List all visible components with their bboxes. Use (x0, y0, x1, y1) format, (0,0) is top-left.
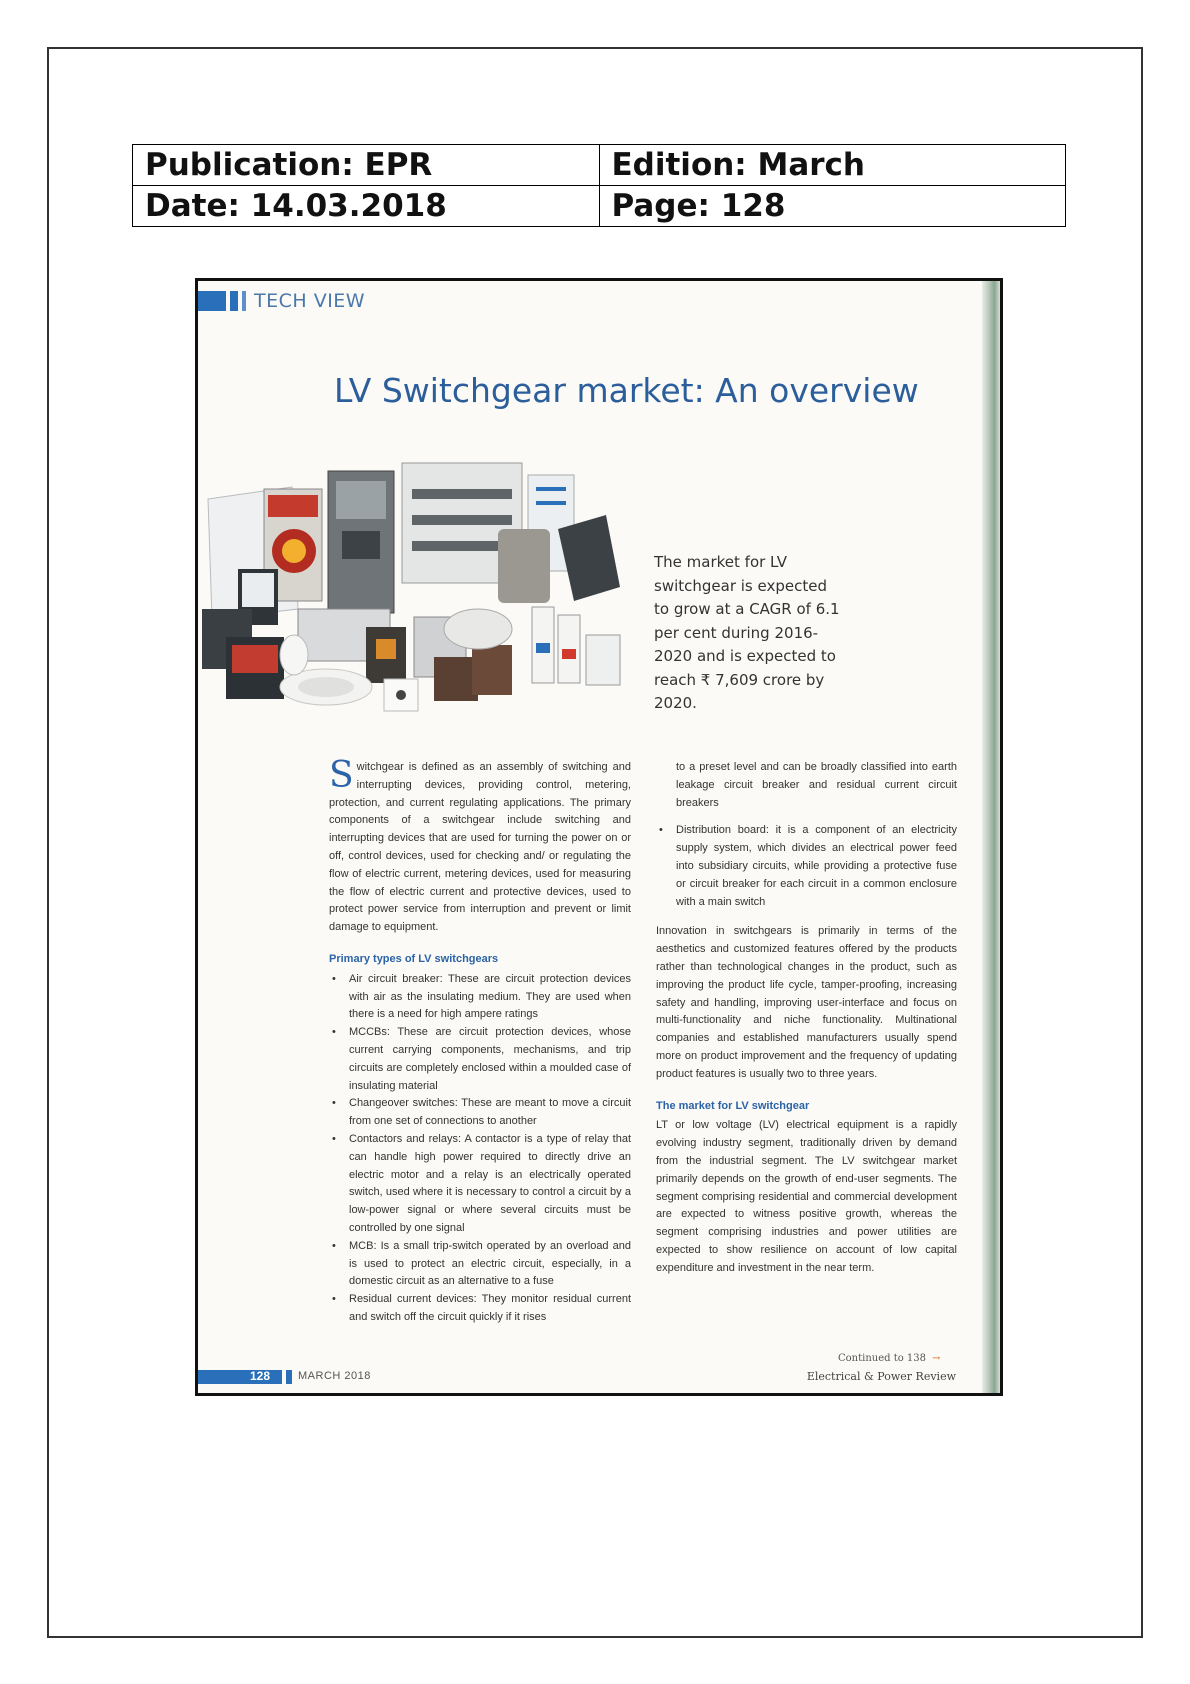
date-cell: Date: 14.03.2018 (133, 186, 600, 227)
footer-month: MARCH 2018 (298, 1370, 371, 1382)
pull-quote: The market for LV switchgear is expected to grow at a CAGR of 6.1 per cent during 2016-2020 and is expected to reach ₹ 7,609 crore by 2020. (654, 553, 840, 712)
list-item: • MCB: Is a small trip-switch operated by an overload and is used to protect an electric circuit, especially, in a domestic circuit as an alternative to a fuse (329, 1238, 631, 1291)
publication-meta-table (132, 144, 1066, 227)
page-edge-strip (982, 281, 1000, 1393)
publication-cell: Publication: EPR (133, 145, 600, 186)
list-item: • Distribution board: it is a component of an electricity supply system, which divides an electrical power feed into subsidiary circuits, while providing a protective fuse or circuit breaker for each circuit in a common enclosure with a main switch (656, 822, 957, 911)
drop-cap: S (329, 755, 354, 796)
section-color-block (230, 291, 238, 311)
section-label: TECH VIEW (254, 290, 366, 312)
article-clipping (195, 278, 1003, 1396)
article-right-column (656, 759, 957, 1288)
arrow-right-icon: → (932, 1353, 941, 1364)
distribution-board-list (656, 822, 957, 911)
footer-separator (286, 1370, 292, 1384)
list-item: • Contactors and relays: A contactor is a type of relay that can handle high power required to directly drive an electric motor and a relay is an electrically operated switch, used where it is necessary to control a circuit by a low-power signal or where several circuits must be controlled by one signal (329, 1131, 631, 1238)
section-header (198, 291, 365, 311)
section-color-block (198, 291, 226, 311)
article-title: LV Switchgear market: An overview (334, 371, 919, 410)
innovation-paragraph: Innovation in switchgears is primarily in terms of the aesthetics and customized features offered by the products rather than technological changes in the product, such as improving the product life cycle, tamper-proofing, increasing safety and handling, improving user-interface and focus on multi-functionality and niche functionality. Multinational companies and established manufacturers usually spend more on product improvement and the frequency of updating product features is usually two to three years. (656, 925, 957, 1080)
list-item: • Air circuit breaker: These are circuit protection devices with air as the insulating medium. They are used when there is a need for high ampere ratings (329, 971, 631, 1024)
article-left-column (329, 755, 631, 1327)
list-item: • MCCBs: These are circuit protection devices, whose current carrying components, mechanisms, and trip circuits are completely enclosed within a moulded case of insulating material (329, 1024, 631, 1095)
subheading-primary-types: Primary types of LV switchgears (329, 952, 499, 965)
list-item: • Residual current devices: They monitor residual current and switch off the circuit quickly if it rises (329, 1291, 631, 1327)
intro-text: witchgear is defined as an assembly of switching and interrupting devices, providing control, metering, protection, and current regulating applications. The primary components of a switchgear include switching and interrupting devices that are used for turning the power on or off, control devices, used for checking and/ or regulating the flow of electric current, metering devices, used for measuring the flow of electric current and protective devices, used to protect power service from interruption and prevent or limit damage to equipment. (329, 761, 631, 934)
intro-paragraph (329, 755, 631, 937)
continued-note (838, 1353, 940, 1364)
footer-magazine-name: Electrical & Power Review (806, 1370, 956, 1383)
market-paragraph: LT or low voltage (LV) electrical equipment is a rapidly evolving industry segment, traditionally driven by demand from the industrial segment. The LV switchgear market primarily depends on the growth of end-user segments. The segment comprising residential and commercial development are expected to witness positive growth, whereas the segment comprising industries and power utilities are expected to show resilience on account of low capital expenditure and investment in the near term. (656, 1119, 957, 1274)
section-color-block (242, 291, 246, 311)
continuation-paragraph: to a preset level and can be broadly classified into earth leakage circuit breaker and residual current circuit breakers (676, 761, 957, 809)
subheading-market: The market for LV switchgear (656, 1099, 810, 1112)
list-item: • Changeover switches: These are meant to move a circuit from one set of connections to another (329, 1095, 631, 1131)
continued-text: Continued to 138 (838, 1353, 927, 1364)
switchgear-types-list (329, 971, 631, 1327)
page-cell: Page: 128 (599, 186, 1066, 227)
switchgear-products-image (202, 459, 632, 719)
page-footer (198, 1368, 1000, 1386)
edition-cell: Edition: March (599, 145, 1066, 186)
footer-page-number: 128 (250, 1369, 271, 1383)
